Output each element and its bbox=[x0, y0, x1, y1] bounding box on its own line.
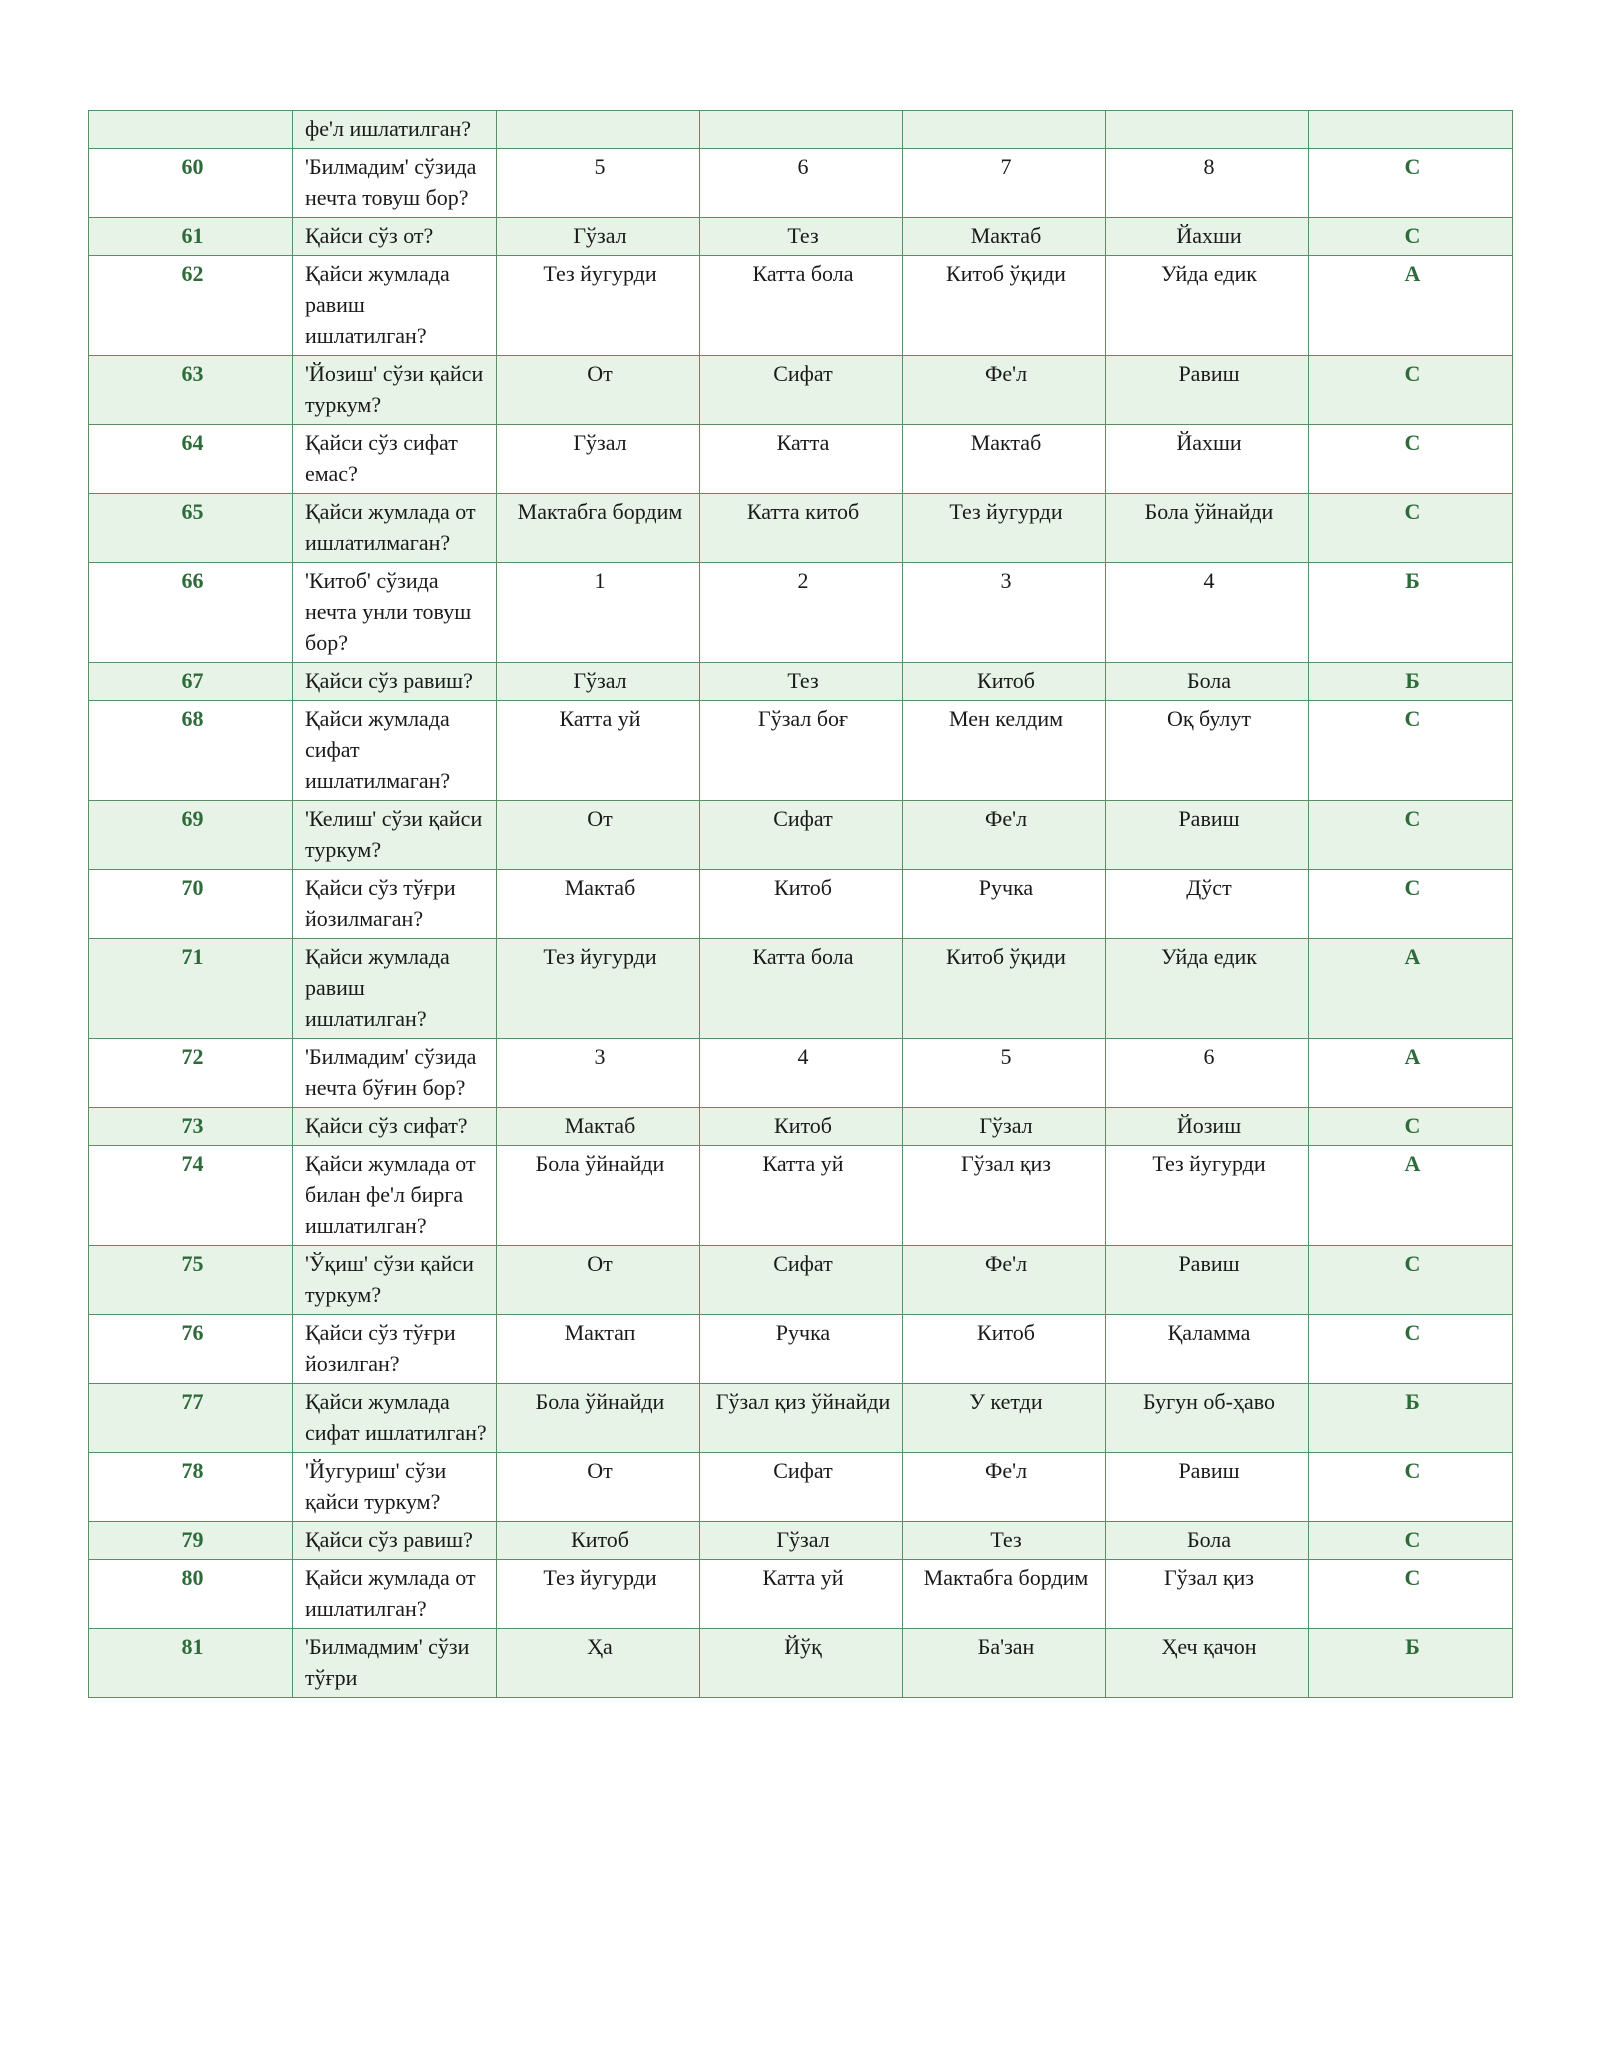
question-text: Қайси сўз равиш? bbox=[293, 1522, 497, 1560]
option-a: Мактаб bbox=[497, 1108, 700, 1146]
option-b bbox=[700, 111, 903, 149]
option-d: Гўзал қиз bbox=[1106, 1560, 1309, 1629]
question-text: Қайси жумлада равиш ишлатилган? bbox=[293, 256, 497, 356]
correct-answer: С bbox=[1309, 218, 1513, 256]
option-a: 5 bbox=[497, 149, 700, 218]
question-number: 78 bbox=[89, 1453, 293, 1522]
question-number: 69 bbox=[89, 801, 293, 870]
option-d: Бола ўйнайди bbox=[1106, 494, 1309, 563]
question-text: фе'л ишлатилган? bbox=[293, 111, 497, 149]
question-text: 'Билмадим' сўзида нечта бўғин бор? bbox=[293, 1039, 497, 1108]
option-b: Тез bbox=[700, 663, 903, 701]
option-d bbox=[1106, 111, 1309, 149]
table-row bbox=[89, 701, 1513, 801]
option-a: Мактабга бордим bbox=[497, 494, 700, 563]
table-row bbox=[89, 1108, 1513, 1146]
option-b: Катта уй bbox=[700, 1146, 903, 1246]
option-b: 4 bbox=[700, 1039, 903, 1108]
question-text: 'Келиш' сўзи қайси туркум? bbox=[293, 801, 497, 870]
option-c: Фе'л bbox=[903, 801, 1106, 870]
option-a: Гўзал bbox=[497, 663, 700, 701]
option-d: Ҳеч қачон bbox=[1106, 1629, 1309, 1698]
option-c: 5 bbox=[903, 1039, 1106, 1108]
option-a: 3 bbox=[497, 1039, 700, 1108]
option-a: Тез йугурди bbox=[497, 1560, 700, 1629]
option-a: От bbox=[497, 356, 700, 425]
option-a: От bbox=[497, 1453, 700, 1522]
option-c: Тез йугурди bbox=[903, 494, 1106, 563]
option-d: Йахши bbox=[1106, 218, 1309, 256]
option-b: Гўзал қиз ўйнайди bbox=[700, 1384, 903, 1453]
option-d: 4 bbox=[1106, 563, 1309, 663]
correct-answer: С bbox=[1309, 356, 1513, 425]
option-a: Гўзал bbox=[497, 425, 700, 494]
correct-answer: Б bbox=[1309, 663, 1513, 701]
option-a: Китоб bbox=[497, 1522, 700, 1560]
option-c: Мактаб bbox=[903, 425, 1106, 494]
option-b: Йўқ bbox=[700, 1629, 903, 1698]
correct-answer: А bbox=[1309, 256, 1513, 356]
table-row bbox=[89, 563, 1513, 663]
question-number: 60 bbox=[89, 149, 293, 218]
option-c: 3 bbox=[903, 563, 1106, 663]
table-row bbox=[89, 1315, 1513, 1384]
table-row bbox=[89, 356, 1513, 425]
table-row bbox=[89, 1039, 1513, 1108]
option-d: Уйда едик bbox=[1106, 256, 1309, 356]
table-row bbox=[89, 870, 1513, 939]
option-b: Сифат bbox=[700, 356, 903, 425]
table-row bbox=[89, 801, 1513, 870]
option-b: Катта бола bbox=[700, 256, 903, 356]
option-c: Фе'л bbox=[903, 356, 1106, 425]
question-text: 'Йугуриш' сўзи қайси туркум? bbox=[293, 1453, 497, 1522]
option-a: 1 bbox=[497, 563, 700, 663]
option-d: Қаламма bbox=[1106, 1315, 1309, 1384]
option-c: Мактаб bbox=[903, 218, 1106, 256]
table-row bbox=[89, 1522, 1513, 1560]
correct-answer: А bbox=[1309, 1146, 1513, 1246]
question-number: 66 bbox=[89, 563, 293, 663]
option-a: Мактаб bbox=[497, 870, 700, 939]
question-text: Қайси сўз сифат емас? bbox=[293, 425, 497, 494]
option-d: Равиш bbox=[1106, 356, 1309, 425]
option-b: Китоб bbox=[700, 870, 903, 939]
option-d: Йахши bbox=[1106, 425, 1309, 494]
option-c: Тез bbox=[903, 1522, 1106, 1560]
option-c: 7 bbox=[903, 149, 1106, 218]
correct-answer: Б bbox=[1309, 1629, 1513, 1698]
option-c: Мактабга бордим bbox=[903, 1560, 1106, 1629]
table-row bbox=[89, 111, 1513, 149]
correct-answer: С bbox=[1309, 870, 1513, 939]
question-number: 72 bbox=[89, 1039, 293, 1108]
table-row bbox=[89, 1560, 1513, 1629]
question-number: 61 bbox=[89, 218, 293, 256]
question-text: Қайси жумлада сифат ишлатилмаган? bbox=[293, 701, 497, 801]
question-number bbox=[89, 111, 293, 149]
question-text: Қайси жумлада от ишлатилмаган? bbox=[293, 494, 497, 563]
option-b: Катта bbox=[700, 425, 903, 494]
question-number: 79 bbox=[89, 1522, 293, 1560]
table-row bbox=[89, 1146, 1513, 1246]
option-b: 2 bbox=[700, 563, 903, 663]
option-c: Китоб bbox=[903, 1315, 1106, 1384]
question-text: Қайси сўз равиш? bbox=[293, 663, 497, 701]
option-b: 6 bbox=[700, 149, 903, 218]
question-text: Қайси сўз тўғри йозилган? bbox=[293, 1315, 497, 1384]
option-d: Равиш bbox=[1106, 1246, 1309, 1315]
option-b: Ручка bbox=[700, 1315, 903, 1384]
question-number: 74 bbox=[89, 1146, 293, 1246]
option-b: Сифат bbox=[700, 801, 903, 870]
table-row bbox=[89, 149, 1513, 218]
option-c: Китоб bbox=[903, 663, 1106, 701]
correct-answer: С bbox=[1309, 1246, 1513, 1315]
option-d: 6 bbox=[1106, 1039, 1309, 1108]
option-d: Тез йугурди bbox=[1106, 1146, 1309, 1246]
table-row bbox=[89, 494, 1513, 563]
correct-answer: С bbox=[1309, 1108, 1513, 1146]
correct-answer: С bbox=[1309, 149, 1513, 218]
correct-answer: С bbox=[1309, 425, 1513, 494]
table-row bbox=[89, 218, 1513, 256]
option-a: Ҳа bbox=[497, 1629, 700, 1698]
option-d: Равиш bbox=[1106, 801, 1309, 870]
option-d: 8 bbox=[1106, 149, 1309, 218]
question-text: 'Йозиш' сўзи қайси туркум? bbox=[293, 356, 497, 425]
option-a: Гўзал bbox=[497, 218, 700, 256]
option-c: Китоб ўқиди bbox=[903, 256, 1106, 356]
option-d: Бола bbox=[1106, 663, 1309, 701]
question-text: Қайси сўз сифат? bbox=[293, 1108, 497, 1146]
option-a: Мактап bbox=[497, 1315, 700, 1384]
option-b: Катта бола bbox=[700, 939, 903, 1039]
question-number: 76 bbox=[89, 1315, 293, 1384]
option-c: Гўзал қиз bbox=[903, 1146, 1106, 1246]
question-number: 80 bbox=[89, 1560, 293, 1629]
option-d: Оқ булут bbox=[1106, 701, 1309, 801]
question-text: 'Китоб' сўзида нечта унли товуш бор? bbox=[293, 563, 497, 663]
correct-answer: С bbox=[1309, 801, 1513, 870]
correct-answer: А bbox=[1309, 1039, 1513, 1108]
option-a: Катта уй bbox=[497, 701, 700, 801]
option-d: Дўст bbox=[1106, 870, 1309, 939]
question-number: 67 bbox=[89, 663, 293, 701]
table-row bbox=[89, 939, 1513, 1039]
option-b: Тез bbox=[700, 218, 903, 256]
option-c: Ба'зан bbox=[903, 1629, 1106, 1698]
quiz-table-body bbox=[89, 111, 1513, 1698]
question-number: 73 bbox=[89, 1108, 293, 1146]
option-b: Сифат bbox=[700, 1246, 903, 1315]
correct-answer: С bbox=[1309, 701, 1513, 801]
option-a: Тез йугурди bbox=[497, 256, 700, 356]
option-b: Катта китоб bbox=[700, 494, 903, 563]
question-number: 63 bbox=[89, 356, 293, 425]
question-text: Қайси жумлада сифат ишлатилган? bbox=[293, 1384, 497, 1453]
question-number: 77 bbox=[89, 1384, 293, 1453]
correct-answer: С bbox=[1309, 1560, 1513, 1629]
option-c: Фе'л bbox=[903, 1453, 1106, 1522]
question-number: 64 bbox=[89, 425, 293, 494]
question-number: 70 bbox=[89, 870, 293, 939]
correct-answer: С bbox=[1309, 494, 1513, 563]
correct-answer: А bbox=[1309, 939, 1513, 1039]
question-text: Қайси жумлада равиш ишлатилган? bbox=[293, 939, 497, 1039]
option-c: Фе'л bbox=[903, 1246, 1106, 1315]
table-row bbox=[89, 1629, 1513, 1698]
option-c: Мен келдим bbox=[903, 701, 1106, 801]
option-a: Тез йугурди bbox=[497, 939, 700, 1039]
option-d: Уйда едик bbox=[1106, 939, 1309, 1039]
option-d: Йозиш bbox=[1106, 1108, 1309, 1146]
correct-answer: С bbox=[1309, 1453, 1513, 1522]
question-text: Қайси жумлада от билан фе'л бирга ишлатилган? bbox=[293, 1146, 497, 1246]
option-c bbox=[903, 111, 1106, 149]
table-row bbox=[89, 663, 1513, 701]
quiz-table bbox=[88, 110, 1513, 1698]
table-row bbox=[89, 1453, 1513, 1522]
table-row bbox=[89, 256, 1513, 356]
question-text: 'Билмадим' сўзида нечта товуш бор? bbox=[293, 149, 497, 218]
option-b: Катта уй bbox=[700, 1560, 903, 1629]
correct-answer: Б bbox=[1309, 563, 1513, 663]
question-number: 62 bbox=[89, 256, 293, 356]
table-row bbox=[89, 1246, 1513, 1315]
option-b: Гўзал bbox=[700, 1522, 903, 1560]
option-b: Китоб bbox=[700, 1108, 903, 1146]
option-b: Гўзал боғ bbox=[700, 701, 903, 801]
option-d: Равиш bbox=[1106, 1453, 1309, 1522]
correct-answer: Б bbox=[1309, 1384, 1513, 1453]
option-d: Бугун об-ҳаво bbox=[1106, 1384, 1309, 1453]
option-d: Бола bbox=[1106, 1522, 1309, 1560]
option-c: Гўзал bbox=[903, 1108, 1106, 1146]
option-c: У кетди bbox=[903, 1384, 1106, 1453]
option-a: От bbox=[497, 1246, 700, 1315]
question-number: 71 bbox=[89, 939, 293, 1039]
correct-answer: С bbox=[1309, 1315, 1513, 1384]
question-text: Қайси сўз тўғри йозилмаган? bbox=[293, 870, 497, 939]
option-c: Ручка bbox=[903, 870, 1106, 939]
question-number: 81 bbox=[89, 1629, 293, 1698]
table-row bbox=[89, 1384, 1513, 1453]
question-number: 75 bbox=[89, 1246, 293, 1315]
option-a: От bbox=[497, 801, 700, 870]
option-a: Бола ўйнайди bbox=[497, 1146, 700, 1246]
question-number: 68 bbox=[89, 701, 293, 801]
question-text: 'Ўқиш' сўзи қайси туркум? bbox=[293, 1246, 497, 1315]
option-a: Бола ўйнайди bbox=[497, 1384, 700, 1453]
question-number: 65 bbox=[89, 494, 293, 563]
option-b: Сифат bbox=[700, 1453, 903, 1522]
question-text: Қайси жумлада от ишлатилган? bbox=[293, 1560, 497, 1629]
question-text: Қайси сўз от? bbox=[293, 218, 497, 256]
correct-answer bbox=[1309, 111, 1513, 149]
table-row bbox=[89, 425, 1513, 494]
question-text: 'Билмадмим' сўзи тўғри bbox=[293, 1629, 497, 1698]
option-a bbox=[497, 111, 700, 149]
option-c: Китоб ўқиди bbox=[903, 939, 1106, 1039]
correct-answer: С bbox=[1309, 1522, 1513, 1560]
